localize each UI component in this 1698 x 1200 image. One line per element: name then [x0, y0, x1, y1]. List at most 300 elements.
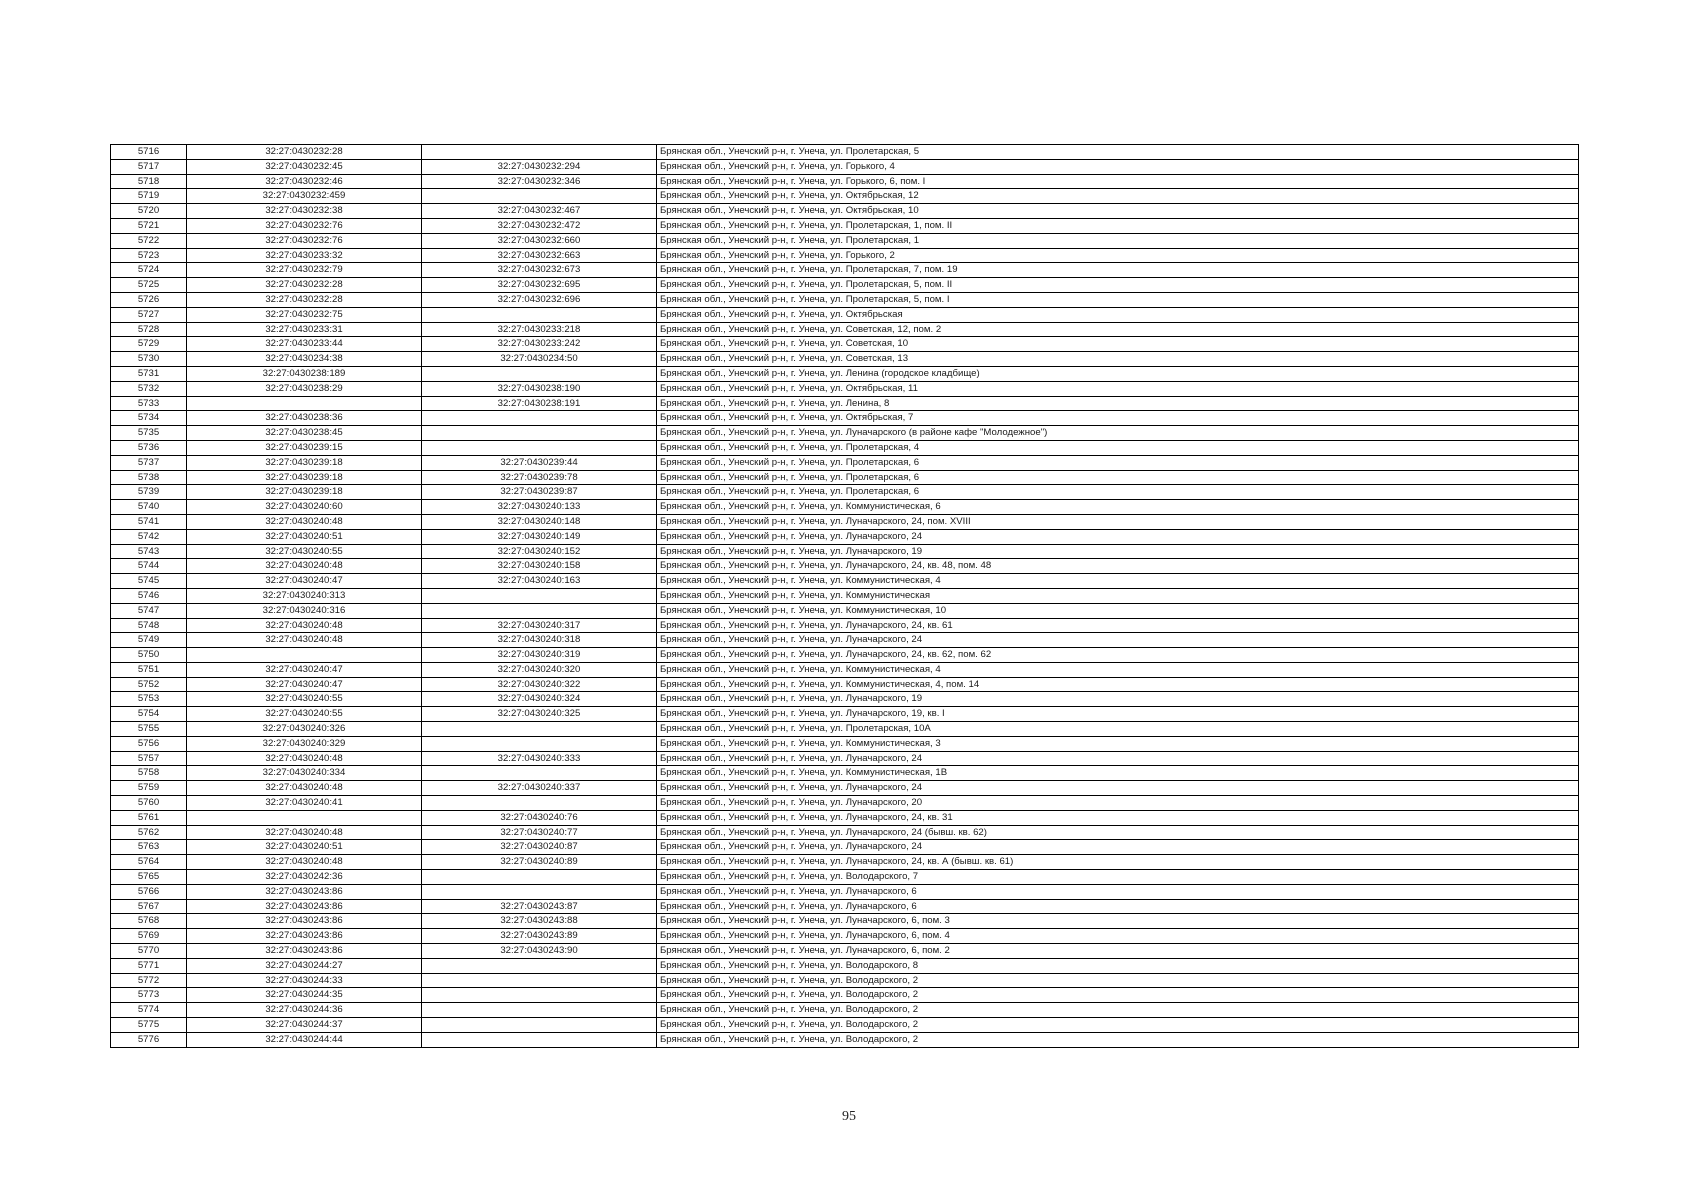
parcel-cadastral-number: 32:27:0430240:51 [187, 529, 422, 544]
address-cell: Брянская обл., Унечский р-н, г. Унеча, ул. Пролетарская, 1 [657, 233, 1579, 248]
parcel-cadastral-number: 32:27:0430243:86 [187, 929, 422, 944]
object-cadastral-number: 32:27:0430240:149 [422, 529, 657, 544]
row-number: 5760 [111, 796, 187, 811]
row-number: 5741 [111, 514, 187, 529]
parcel-cadastral-number: 32:27:0430240:48 [187, 825, 422, 840]
row-number: 5749 [111, 633, 187, 648]
table-row [111, 485, 1579, 500]
table-row [111, 440, 1579, 455]
row-number: 5746 [111, 588, 187, 603]
object-cadastral-number: 32:27:0430240:77 [422, 825, 657, 840]
parcel-cadastral-number: 32:27:0430240:334 [187, 766, 422, 781]
object-cadastral-number [422, 988, 657, 1003]
address-cell: Брянская обл., Унечский р-н, г. Унеча, ул. Луначарского, 24 (бывш. кв. 62) [657, 825, 1579, 840]
parcel-cadastral-number: 32:27:0430240:316 [187, 603, 422, 618]
object-cadastral-number [422, 736, 657, 751]
row-number: 5755 [111, 722, 187, 737]
parcel-cadastral-number: 32:27:0430238:36 [187, 411, 422, 426]
object-cadastral-number: 32:27:0430243:87 [422, 899, 657, 914]
object-cadastral-number: 32:27:0430240:158 [422, 559, 657, 574]
row-number: 5726 [111, 292, 187, 307]
address-cell: Брянская обл., Унечский р-н, г. Унеча, ул. Луначарского, 6, пом. 3 [657, 914, 1579, 929]
parcel-cadastral-number: 32:27:0430240:55 [187, 707, 422, 722]
parcel-cadastral-number: 32:27:0430240:47 [187, 677, 422, 692]
table-row [111, 929, 1579, 944]
parcel-cadastral-number: 32:27:0430240:48 [187, 855, 422, 870]
object-cadastral-number [422, 366, 657, 381]
object-cadastral-number [422, 973, 657, 988]
address-cell: Брянская обл., Унечский р-н, г. Унеча, ул. Луначарского, 6, пом. 4 [657, 929, 1579, 944]
table-row [111, 825, 1579, 840]
object-cadastral-number: 32:27:0430240:152 [422, 544, 657, 559]
row-number: 5724 [111, 263, 187, 278]
row-number: 5771 [111, 958, 187, 973]
address-cell: Брянская обл., Унечский р-н, г. Унеча, ул. Коммунистическая, 6 [657, 500, 1579, 515]
table-row [111, 870, 1579, 885]
object-cadastral-number [422, 145, 657, 160]
address-cell: Брянская обл., Унечский р-н, г. Унеча, ул. Луначарского, 24, кв. 31 [657, 810, 1579, 825]
object-cadastral-number: 32:27:0430240:319 [422, 648, 657, 663]
address-cell: Брянская обл., Унечский р-н, г. Унеча, ул. Володарского, 2 [657, 973, 1579, 988]
table-row [111, 751, 1579, 766]
parcel-cadastral-number: 32:27:0430240:41 [187, 796, 422, 811]
parcel-cadastral-number: 32:27:0430244:27 [187, 958, 422, 973]
address-cell: Брянская обл., Унечский р-н, г. Унеча, ул. Октябрьская [657, 307, 1579, 322]
object-cadastral-number: 32:27:0430240:148 [422, 514, 657, 529]
object-cadastral-number: 32:27:0430232:472 [422, 218, 657, 233]
row-number: 5727 [111, 307, 187, 322]
row-number: 5761 [111, 810, 187, 825]
address-cell: Брянская обл., Унечский р-н, г. Унеча, ул. Коммунистическая, 10 [657, 603, 1579, 618]
table-row [111, 840, 1579, 855]
table-row [111, 618, 1579, 633]
table-row [111, 662, 1579, 677]
table-row [111, 470, 1579, 485]
object-cadastral-number [422, 722, 657, 737]
table-row [111, 855, 1579, 870]
row-number: 5759 [111, 781, 187, 796]
row-number: 5764 [111, 855, 187, 870]
address-cell: Брянская обл., Унечский р-н, г. Унеча, ул. Пролетарская, 1, пом. II [657, 218, 1579, 233]
parcel-cadastral-number: 32:27:0430232:459 [187, 189, 422, 204]
table-row [111, 603, 1579, 618]
address-cell: Брянская обл., Унечский р-н, г. Унеча, ул. Луначарского, 24, кв. 61 [657, 618, 1579, 633]
row-number: 5757 [111, 751, 187, 766]
table-row [111, 544, 1579, 559]
object-cadastral-number: 32:27:0430240:322 [422, 677, 657, 692]
parcel-cadastral-number: 32:27:0430240:313 [187, 588, 422, 603]
table-row [111, 973, 1579, 988]
parcel-cadastral-number: 32:27:0430239:18 [187, 485, 422, 500]
parcel-cadastral-number: 32:27:0430232:75 [187, 307, 422, 322]
parcel-cadastral-number: 32:27:0430234:38 [187, 352, 422, 367]
parcel-cadastral-number: 32:27:0430244:35 [187, 988, 422, 1003]
row-number: 5725 [111, 278, 187, 293]
table-row [111, 381, 1579, 396]
table-row [111, 588, 1579, 603]
table-row [111, 233, 1579, 248]
parcel-cadastral-number [187, 396, 422, 411]
parcel-cadastral-number: 32:27:0430233:32 [187, 248, 422, 263]
address-cell: Брянская обл., Унечский р-н, г. Унеча, ул. Луначарского, 24, пом. XVIII [657, 514, 1579, 529]
table-row [111, 958, 1579, 973]
address-cell: Брянская обл., Унечский р-н, г. Унеча, ул. Луначарского, 24 [657, 529, 1579, 544]
object-cadastral-number [422, 766, 657, 781]
object-cadastral-number: 32:27:0430240:324 [422, 692, 657, 707]
object-cadastral-number: 32:27:0430243:90 [422, 944, 657, 959]
parcel-cadastral-number: 32:27:0430240:48 [187, 781, 422, 796]
row-number: 5767 [111, 899, 187, 914]
parcel-cadastral-number: 32:27:0430232:46 [187, 174, 422, 189]
address-cell: Брянская обл., Унечский р-н, г. Унеча, ул. Луначарского, 24, кв. 62, пом. 62 [657, 648, 1579, 663]
address-cell: Брянская обл., Унечский р-н, г. Унеча, ул. Пролетарская, 4 [657, 440, 1579, 455]
row-number: 5734 [111, 411, 187, 426]
parcel-cadastral-number: 32:27:0430240:51 [187, 840, 422, 855]
parcel-cadastral-number: 32:27:0430232:79 [187, 263, 422, 278]
row-number: 5748 [111, 618, 187, 633]
object-cadastral-number [422, 426, 657, 441]
address-cell: Брянская обл., Унечский р-н, г. Унеча, ул. Октябрьская, 7 [657, 411, 1579, 426]
table-row [111, 781, 1579, 796]
parcel-cadastral-number: 32:27:0430243:86 [187, 914, 422, 929]
object-cadastral-number: 32:27:0430240:325 [422, 707, 657, 722]
address-cell: Брянская обл., Унечский р-н, г. Унеча, ул. Володарского, 8 [657, 958, 1579, 973]
object-cadastral-number: 32:27:0430239:87 [422, 485, 657, 500]
table-row [111, 411, 1579, 426]
address-cell: Брянская обл., Унечский р-н, г. Унеча, ул. Пролетарская, 6 [657, 470, 1579, 485]
object-cadastral-number: 32:27:0430232:660 [422, 233, 657, 248]
parcel-cadastral-number: 32:27:0430243:86 [187, 899, 422, 914]
object-cadastral-number: 32:27:0430238:190 [422, 381, 657, 396]
address-cell: Брянская обл., Унечский р-н, г. Унеча, ул. Пролетарская, 6 [657, 455, 1579, 470]
object-cadastral-number [422, 870, 657, 885]
table-row [111, 633, 1579, 648]
address-cell: Брянская обл., Унечский р-н, г. Унеча, ул. Пролетарская, 5, пом. II [657, 278, 1579, 293]
row-number: 5740 [111, 500, 187, 515]
parcel-cadastral-number: 32:27:0430239:15 [187, 440, 422, 455]
address-cell: Брянская обл., Унечский р-н, г. Унеча, ул. Луначарского, 24 [657, 781, 1579, 796]
object-cadastral-number [422, 307, 657, 322]
address-cell: Брянская обл., Унечский р-н, г. Унеча, ул. Володарского, 7 [657, 870, 1579, 885]
row-number: 5719 [111, 189, 187, 204]
table-row [111, 145, 1579, 160]
table-row [111, 189, 1579, 204]
object-cadastral-number: 32:27:0430243:89 [422, 929, 657, 944]
address-cell: Брянская обл., Унечский р-н, г. Унеча, ул. Советская, 12, пом. 2 [657, 322, 1579, 337]
row-number: 5758 [111, 766, 187, 781]
table-row [111, 677, 1579, 692]
row-number: 5754 [111, 707, 187, 722]
row-number: 5766 [111, 884, 187, 899]
address-cell: Брянская обл., Унечский р-н, г. Унеча, ул. Луначарского, 24 [657, 751, 1579, 766]
object-cadastral-number [422, 1032, 657, 1047]
row-number: 5765 [111, 870, 187, 885]
address-cell: Брянская обл., Унечский р-н, г. Унеча, ул. Горького, 6, пом. I [657, 174, 1579, 189]
row-number: 5739 [111, 485, 187, 500]
object-cadastral-number: 32:27:0430239:78 [422, 470, 657, 485]
row-number: 5750 [111, 648, 187, 663]
object-cadastral-number: 32:27:0430234:50 [422, 352, 657, 367]
row-number: 5732 [111, 381, 187, 396]
parcel-cadastral-number: 32:27:0430232:28 [187, 278, 422, 293]
row-number: 5744 [111, 559, 187, 574]
parcel-cadastral-number: 32:27:0430243:86 [187, 884, 422, 899]
address-cell: Брянская обл., Унечский р-н, г. Унеча, ул. Луначарского, 24 [657, 633, 1579, 648]
object-cadastral-number [422, 958, 657, 973]
address-cell: Брянская обл., Унечский р-н, г. Унеча, ул. Луначарского, 24, кв. 48, пом. 48 [657, 559, 1579, 574]
row-number: 5752 [111, 677, 187, 692]
object-cadastral-number: 32:27:0430240:133 [422, 500, 657, 515]
address-cell: Брянская обл., Унечский р-н, г. Унеча, ул. Луначарского (в районе кафе "Молодежное") [657, 426, 1579, 441]
address-cell: Брянская обл., Унечский р-н, г. Унеча, ул. Володарского, 2 [657, 1003, 1579, 1018]
address-cell: Брянская обл., Унечский р-н, г. Унеча, ул. Советская, 10 [657, 337, 1579, 352]
table-row [111, 500, 1579, 515]
table-row [111, 307, 1579, 322]
address-cell: Брянская обл., Унечский р-н, г. Унеча, ул. Советская, 13 [657, 352, 1579, 367]
table-row [111, 396, 1579, 411]
row-number: 5747 [111, 603, 187, 618]
parcel-cadastral-number: 32:27:0430232:28 [187, 145, 422, 160]
parcel-cadastral-number: 32:27:0430240:55 [187, 692, 422, 707]
row-number: 5735 [111, 426, 187, 441]
row-number: 5723 [111, 248, 187, 263]
address-cell: Брянская обл., Унечский р-н, г. Унеча, ул. Пролетарская, 6 [657, 485, 1579, 500]
table-row [111, 692, 1579, 707]
row-number: 5742 [111, 529, 187, 544]
parcel-cadastral-number [187, 648, 422, 663]
address-cell: Брянская обл., Унечский р-н, г. Унеча, ул. Луначарского, 20 [657, 796, 1579, 811]
object-cadastral-number [422, 796, 657, 811]
table-row [111, 574, 1579, 589]
row-number: 5728 [111, 322, 187, 337]
address-cell: Брянская обл., Унечский р-н, г. Унеча, ул. Ленина (городское кладбище) [657, 366, 1579, 381]
row-number: 5718 [111, 174, 187, 189]
address-cell: Брянская обл., Унечский р-н, г. Унеча, ул. Пролетарская, 10А [657, 722, 1579, 737]
address-cell: Брянская обл., Унечский р-н, г. Унеча, ул. Октябрьская, 12 [657, 189, 1579, 204]
parcel-cadastral-number: 32:27:0430240:48 [187, 559, 422, 574]
table-row [111, 1032, 1579, 1047]
table-row [111, 159, 1579, 174]
object-cadastral-number [422, 1003, 657, 1018]
object-cadastral-number: 32:27:0430243:88 [422, 914, 657, 929]
table-row [111, 337, 1579, 352]
table-row [111, 1018, 1579, 1033]
object-cadastral-number [422, 440, 657, 455]
parcel-cadastral-number: 32:27:0430240:60 [187, 500, 422, 515]
table-row [111, 278, 1579, 293]
row-number: 5721 [111, 218, 187, 233]
address-cell: Брянская обл., Унечский р-н, г. Унеча, ул. Володарского, 2 [657, 988, 1579, 1003]
row-number: 5743 [111, 544, 187, 559]
address-cell: Брянская обл., Унечский р-н, г. Унеча, ул. Луначарского, 6 [657, 884, 1579, 899]
row-number: 5722 [111, 233, 187, 248]
row-number: 5729 [111, 337, 187, 352]
row-number: 5768 [111, 914, 187, 929]
address-cell: Брянская обл., Унечский р-н, г. Унеча, ул. Луначарского, 6, пом. 2 [657, 944, 1579, 959]
address-cell: Брянская обл., Унечский р-н, г. Унеча, ул. Луначарского, 6 [657, 899, 1579, 914]
parcel-cadastral-number: 32:27:0430232:45 [187, 159, 422, 174]
address-cell: Брянская обл., Унечский р-н, г. Унеча, ул. Луначарского, 24 [657, 840, 1579, 855]
object-cadastral-number: 32:27:0430232:346 [422, 174, 657, 189]
object-cadastral-number [422, 603, 657, 618]
table-row [111, 366, 1579, 381]
address-cell: Брянская обл., Унечский р-н, г. Унеча, ул. Коммунистическая, 4 [657, 662, 1579, 677]
table-row [111, 263, 1579, 278]
object-cadastral-number: 32:27:0430240:333 [422, 751, 657, 766]
parcel-cadastral-number: 32:27:0430240:329 [187, 736, 422, 751]
table-body [111, 145, 1579, 1048]
table-row [111, 218, 1579, 233]
row-number: 5776 [111, 1032, 187, 1047]
table-row [111, 899, 1579, 914]
object-cadastral-number: 32:27:0430232:663 [422, 248, 657, 263]
object-cadastral-number [422, 189, 657, 204]
row-number: 5756 [111, 736, 187, 751]
object-cadastral-number: 32:27:0430232:673 [422, 263, 657, 278]
object-cadastral-number: 32:27:0430240:89 [422, 855, 657, 870]
parcel-cadastral-number: 32:27:0430244:37 [187, 1018, 422, 1033]
address-cell: Брянская обл., Унечский р-н, г. Унеча, ул. Октябрьская, 11 [657, 381, 1579, 396]
parcel-cadastral-number: 32:27:0430240:55 [187, 544, 422, 559]
object-cadastral-number: 32:27:0430240:318 [422, 633, 657, 648]
row-number: 5720 [111, 204, 187, 219]
table-row [111, 514, 1579, 529]
row-number: 5751 [111, 662, 187, 677]
parcel-cadastral-number: 32:27:0430232:76 [187, 218, 422, 233]
parcel-cadastral-number: 32:27:0430233:44 [187, 337, 422, 352]
table-row [111, 766, 1579, 781]
parcel-cadastral-number: 32:27:0430240:47 [187, 662, 422, 677]
object-cadastral-number: 32:27:0430233:218 [422, 322, 657, 337]
parcel-cadastral-number: 32:27:0430240:48 [187, 751, 422, 766]
table-row [111, 944, 1579, 959]
parcel-cadastral-number: 32:27:0430238:29 [187, 381, 422, 396]
object-cadastral-number [422, 411, 657, 426]
address-cell: Брянская обл., Унечский р-н, г. Унеча, ул. Луначарского, 19 [657, 692, 1579, 707]
address-cell: Брянская обл., Унечский р-н, г. Унеча, ул. Володарского, 2 [657, 1032, 1579, 1047]
page-number: 95 [842, 1109, 856, 1124]
parcel-cadastral-number: 32:27:0430239:18 [187, 470, 422, 485]
table-row [111, 559, 1579, 574]
parcel-cadastral-number: 32:27:0430244:44 [187, 1032, 422, 1047]
object-cadastral-number [422, 588, 657, 603]
row-number: 5731 [111, 366, 187, 381]
address-cell: Брянская обл., Унечский р-н, г. Унеча, ул. Пролетарская, 5 [657, 145, 1579, 160]
row-number: 5733 [111, 396, 187, 411]
object-cadastral-number: 32:27:0430240:337 [422, 781, 657, 796]
parcel-cadastral-number [187, 810, 422, 825]
address-cell: Брянская обл., Унечский р-н, г. Унеча, ул. Луначарского, 19 [657, 544, 1579, 559]
parcel-cadastral-number: 32:27:0430240:47 [187, 574, 422, 589]
row-number: 5737 [111, 455, 187, 470]
table-row [111, 722, 1579, 737]
row-number: 5745 [111, 574, 187, 589]
object-cadastral-number: 32:27:0430240:163 [422, 574, 657, 589]
parcel-cadastral-number: 32:27:0430240:48 [187, 514, 422, 529]
parcel-cadastral-number: 32:27:0430244:36 [187, 1003, 422, 1018]
parcel-cadastral-number: 32:27:0430238:189 [187, 366, 422, 381]
address-cell: Брянская обл., Унечский р-н, г. Унеча, ул. Коммунистическая, 3 [657, 736, 1579, 751]
row-number: 5769 [111, 929, 187, 944]
table-row [111, 1003, 1579, 1018]
parcel-cadastral-number: 32:27:0430242:36 [187, 870, 422, 885]
parcel-cadastral-number: 32:27:0430239:18 [187, 455, 422, 470]
object-cadastral-number: 32:27:0430240:87 [422, 840, 657, 855]
table-row [111, 796, 1579, 811]
cadastral-table [110, 144, 1579, 1048]
address-cell: Брянская обл., Унечский р-н, г. Унеча, ул. Горького, 4 [657, 159, 1579, 174]
row-number: 5716 [111, 145, 187, 160]
address-cell: Брянская обл., Унечский р-н, г. Унеча, ул. Пролетарская, 7, пом. 19 [657, 263, 1579, 278]
row-number: 5774 [111, 1003, 187, 1018]
table-row [111, 648, 1579, 663]
row-number: 5738 [111, 470, 187, 485]
parcel-cadastral-number: 32:27:0430238:45 [187, 426, 422, 441]
row-number: 5773 [111, 988, 187, 1003]
row-number: 5753 [111, 692, 187, 707]
parcel-cadastral-number: 32:27:0430243:86 [187, 944, 422, 959]
parcel-cadastral-number: 32:27:0430232:76 [187, 233, 422, 248]
table-row [111, 810, 1579, 825]
object-cadastral-number: 32:27:0430232:695 [422, 278, 657, 293]
table-row [111, 736, 1579, 751]
object-cadastral-number: 32:27:0430232:294 [422, 159, 657, 174]
address-cell: Брянская обл., Унечский р-н, г. Унеча, ул. Коммунистическая, 4, пом. 14 [657, 677, 1579, 692]
row-number: 5717 [111, 159, 187, 174]
table-row [111, 426, 1579, 441]
address-cell: Брянская обл., Унечский р-н, г. Унеча, ул. Коммунистическая, 1В [657, 766, 1579, 781]
table-row [111, 988, 1579, 1003]
address-cell: Брянская обл., Унечский р-н, г. Унеча, ул. Коммунистическая, 4 [657, 574, 1579, 589]
object-cadastral-number: 32:27:0430232:696 [422, 292, 657, 307]
table-row [111, 707, 1579, 722]
row-number: 5772 [111, 973, 187, 988]
parcel-cadastral-number: 32:27:0430240:48 [187, 618, 422, 633]
parcel-cadastral-number: 32:27:0430244:33 [187, 973, 422, 988]
object-cadastral-number [422, 884, 657, 899]
table-row [111, 884, 1579, 899]
row-number: 5770 [111, 944, 187, 959]
table-row [111, 204, 1579, 219]
parcel-cadastral-number: 32:27:0430233:31 [187, 322, 422, 337]
object-cadastral-number [422, 1018, 657, 1033]
address-cell: Брянская обл., Унечский р-н, г. Унеча, ул. Володарского, 2 [657, 1018, 1579, 1033]
table-row [111, 322, 1579, 337]
address-cell: Брянская обл., Унечский р-н, г. Унеча, ул. Луначарского, 19, кв. I [657, 707, 1579, 722]
address-cell: Брянская обл., Унечский р-н, г. Унеча, ул. Октябрьская, 10 [657, 204, 1579, 219]
row-number: 5736 [111, 440, 187, 455]
row-number: 5730 [111, 352, 187, 367]
table-row [111, 174, 1579, 189]
row-number: 5762 [111, 825, 187, 840]
object-cadastral-number: 32:27:0430233:242 [422, 337, 657, 352]
object-cadastral-number: 32:27:0430239:44 [422, 455, 657, 470]
address-cell: Брянская обл., Унечский р-н, г. Унеча, ул. Луначарского, 24, кв. А (бывш. кв. 61) [657, 855, 1579, 870]
table-row [111, 248, 1579, 263]
object-cadastral-number: 32:27:0430240:76 [422, 810, 657, 825]
parcel-cadastral-number: 32:27:0430240:326 [187, 722, 422, 737]
object-cadastral-number: 32:27:0430240:320 [422, 662, 657, 677]
table-row [111, 292, 1579, 307]
object-cadastral-number: 32:27:0430238:191 [422, 396, 657, 411]
table-row [111, 529, 1579, 544]
parcel-cadastral-number: 32:27:0430232:38 [187, 204, 422, 219]
object-cadastral-number: 32:27:0430232:467 [422, 204, 657, 219]
row-number: 5763 [111, 840, 187, 855]
parcel-cadastral-number: 32:27:0430232:28 [187, 292, 422, 307]
row-number: 5775 [111, 1018, 187, 1033]
address-cell: Брянская обл., Унечский р-н, г. Унеча, ул. Коммунистическая [657, 588, 1579, 603]
